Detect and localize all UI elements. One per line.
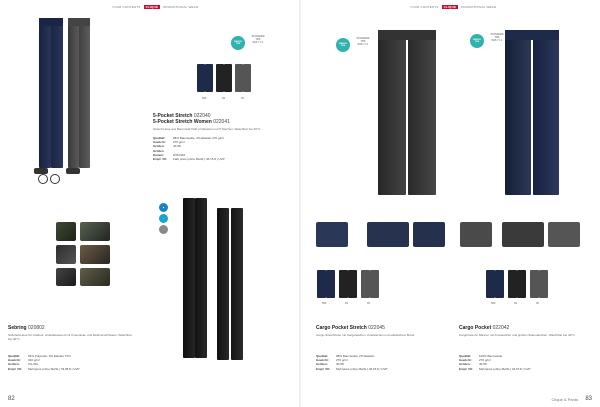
cargo-thumb-navy [486,270,504,298]
cargo-stretch-thumb-black [339,270,357,298]
sebring-photo-5 [56,268,76,286]
cargo-stretch-detail-3 [413,222,445,247]
sebring-title: Sebring 020802 [8,325,45,331]
stretch-thumb-black [216,64,232,92]
cargo-detail-2 [502,222,544,247]
stretch-title-b: 5-Pocket Stretch Women 022041 [153,119,230,125]
sebring-photo-3 [56,245,76,264]
fit-icon [38,174,48,184]
stretch-title-a: 5-Pocket Stretch 022040 [153,113,211,119]
bench-badge-cargo: BENCH TRS [470,34,484,48]
cargo-pants [505,30,559,195]
cargo-stretch-thumb-navy [317,270,335,298]
cargo-stretch-detail-1 [316,222,348,247]
cargo-stretch-specs: Qualität: 98% Baumwolle, 2% Elastan Gewicht: 270 g/m² Größen: 40-58 Empf. VK: Mehrpreis (ohne MwSt.) 46,15 € | UVP [316,354,388,371]
cargo-detail-3 [548,222,580,247]
product-image-stretch-men [39,18,63,168]
stretch-description: Stretch-Hose aus Baumwoll-Twill mit Elastan und 5 Taschen. Waschbar bei 40°C. [153,127,262,131]
cargo-stretch-thumb-grey [361,270,379,298]
sebring-photo-2 [80,222,110,241]
sebring-photo-1 [56,222,76,241]
sebring-photo-6 [80,268,110,286]
sebring-photo-4 [80,245,110,264]
swatch-label-black: 99 [222,97,225,100]
c-swatch-label-2: 99 [514,302,517,305]
cargo-thumb-black [508,270,526,298]
product-image-stretch-women [68,18,90,168]
cargo-stretch-pants [378,30,436,195]
stretch-icon [50,174,60,184]
badge-info-cargo-stretch: STANDARD TRS WJS 7 1 1 [356,37,370,46]
stretch-specs: Qualität: 98% Baumwolle, 2% Elastan 270 g/m² Gewicht: 270 g/m² Größen: 40-58 Größen Damen: D36-D46 Empf. VK: Farb preis (ohne MwSt.) 46,15 € | UVP [153,136,225,162]
c-swatch-label-3: 95 [536,302,539,305]
cs-swatch-label-2: 99 [345,302,348,305]
bench-badge-cargo-stretch: BENCH TRS [336,38,350,52]
sebring-specs: Qualität: 94% Polyester, 6% Elastan TPU Gewicht: 320 g/m² Größen: XS-3XL Empf. VK: Mehrpreis (ohne MwSt.) 79,98 € | UVP [8,354,80,371]
stretch-thumb-grey [235,64,251,92]
cargo-stretch-title: Cargo Pocket Stretch 022045 [316,325,385,331]
sebring-pants-back [217,208,243,360]
shoe-right [66,168,80,174]
page-footer: Clique & Pants [551,397,578,402]
sebring-pants-front [183,198,207,358]
cargo-title: Cargo Pocket 022042 [459,325,510,331]
right-page [300,0,600,407]
header-logo-left [112,5,198,9]
feature-icon-3: ○ [159,225,168,234]
sebring-description: Softshell-Hose für Outdoor, windabweisend mit Kniepolster und Reißverschlüssen. Waschbar bei 40°C. [8,333,132,341]
shoe-left [34,168,48,174]
header-prefix: YOUR CONTENTS [112,5,141,9]
header-suffix: PROMOTIONAL WEAR [163,5,199,9]
cargo-stretch-detail-2 [367,222,409,247]
cargo-description: Cargohose für Männer mit Knietaschen und großen Seitentaschen, Waschbar bei 40°C. [459,333,576,337]
page-number-right: 83 [585,396,592,402]
badge-info: STANDARD TRS WJS 7 1 1 [251,35,265,44]
cargo-detail-1 [460,222,492,247]
cargo-stretch-description: Cargo-Stretchhose mit Cargotaschen, Knietaschen und elastischem Bund. [316,333,415,337]
cargo-specs: Qualität: 100% Baumwolle Gewicht: 270 g/m² Größen: 40-58 Empf. VK: Mehrpreis (ohne MwSt.) 44,15 € | UVP [459,354,531,371]
swatch-label-navy: 580 [202,97,207,100]
cargo-thumb-grey [530,270,548,298]
feature-icon-2: ≈ [159,214,168,223]
page-number-left: 82 [8,396,15,402]
stretch-thumb-navy [197,64,213,92]
cs-swatch-label-1: 580 [322,302,327,305]
feature-icon-1: ◆ [159,203,168,212]
cs-swatch-label-3: 95 [367,302,370,305]
badge-info-cargo: STANDARD TRS WJS 7 1 1 [490,33,504,42]
header-logo-right: YOUR CONTENTS CLIQUE PROMOTIONAL WEAR [410,5,497,9]
c-swatch-label-1: 580 [491,302,496,305]
brand-logo: CLIQUE [145,5,159,9]
swatch-label-grey: 95 [241,97,244,100]
bench-badge: BENCH TRS [231,36,245,50]
